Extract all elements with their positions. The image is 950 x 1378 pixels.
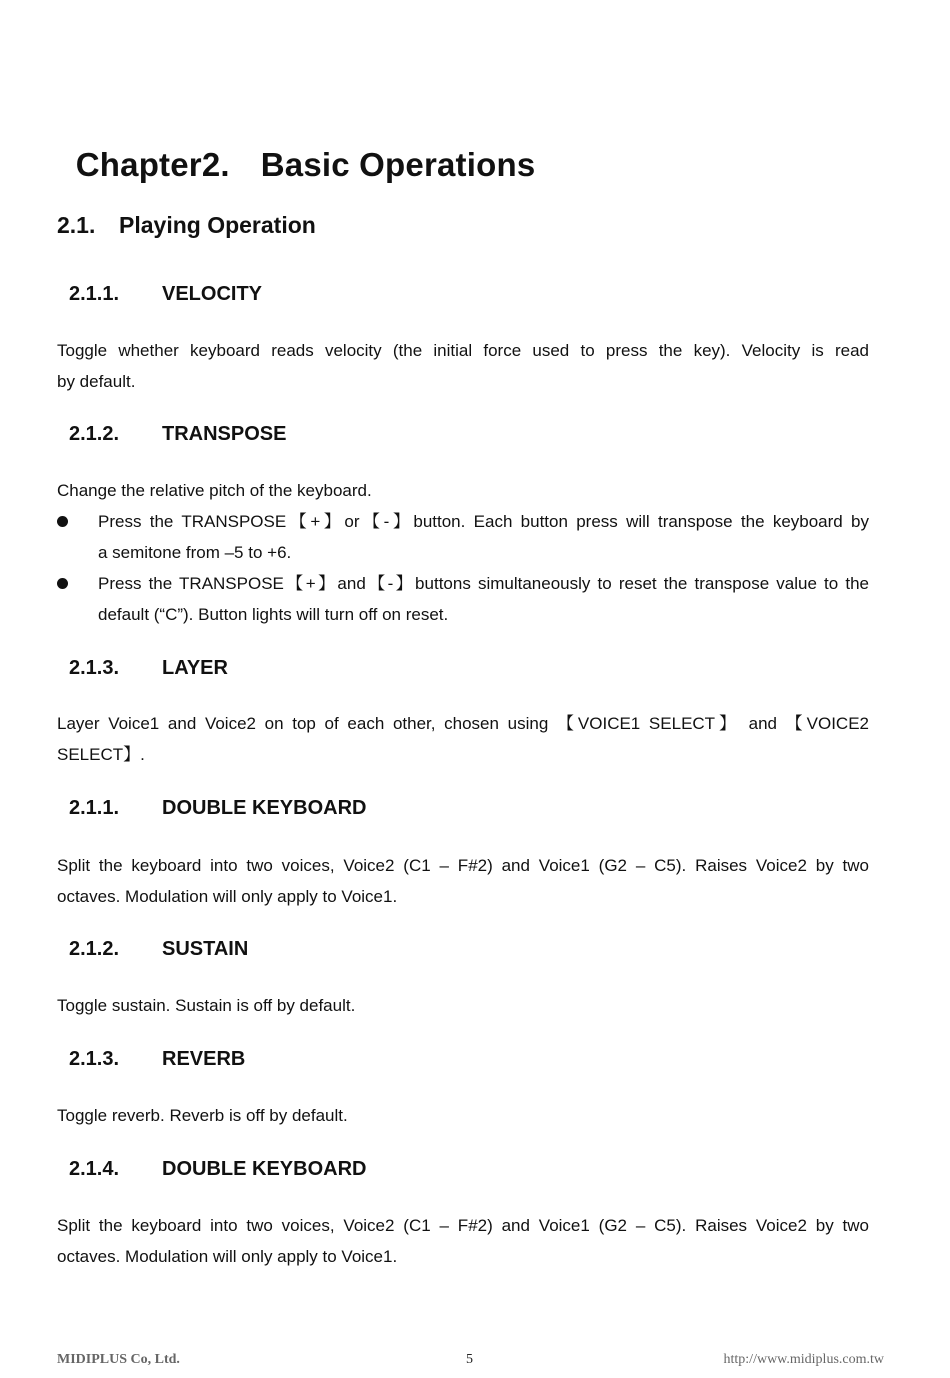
subsection-title: DOUBLE KEYBOARD [162,797,367,819]
paragraph-transpose [57,475,869,506]
subsection-number: 2.1.2. [69,938,120,960]
bullet-dot-icon [57,516,68,527]
footer-page-number: 5 [466,1352,473,1367]
bullet-line: Press the TRANSPOSE【+】and【-】buttons simultaneously to reset the transpose value to the [98,574,869,593]
paragraph-line: Change the relative pitch of the keyboard. [57,481,372,500]
section-title: Playing Operation [119,212,316,238]
subsection-number: 2.1.1. [69,283,120,305]
paragraph-velocity [57,335,869,397]
paragraph-line: Toggle reverb. Reverb is off by default. [57,1106,348,1125]
paragraph-layer [57,708,869,770]
bullet-dot-icon [57,578,68,589]
section-heading [57,212,316,239]
subsection-number: 2.1.3. [69,1048,120,1070]
paragraph-line: octaves. Modulation will only apply to Voice1. [57,887,398,906]
subsection-title: SUSTAIN [162,938,249,960]
subsection-number: 2.1.1. [69,797,120,819]
chapter-title: Basic Operations [260,146,536,183]
footer-url[interactable]: http://www.midiplus.com.tw [723,1352,884,1367]
bullet-line: default (“C”). Button lights will turn off on reset. [98,605,449,624]
subsection-title: TRANSPOSE [162,423,287,445]
subsection-heading-reverb [69,1048,245,1071]
subsection-number: 2.1.2. [69,423,120,445]
subsection-number: 2.1.3. [69,657,120,679]
subsection-title: REVERB [162,1048,246,1070]
chapter-heading [57,108,535,184]
subsection-heading-transpose [69,423,286,446]
paragraph-line: by default. [57,372,136,391]
chapter-number: Chapter2. [75,146,230,183]
paragraph-line: Split the keyboard into two voices, Voice2 (C1 – F#2) and Voice1 (G2 – C5). Raises Voice2 by two [57,1216,869,1235]
subsection-heading-double-keyboard-2 [69,1158,366,1181]
paragraph-reverb [57,1100,869,1131]
subsection-number: 2.1.4. [69,1158,120,1180]
paragraph-line: SELECT】. [57,745,145,764]
subsection-title: VELOCITY [162,283,263,305]
paragraph-sustain [57,990,869,1021]
footer-company: MIDIPLUS Co, Ltd. [57,1352,180,1367]
bullet-line: Press the TRANSPOSE【+】or【-】button. Each button press will transpose the keyboard by [98,512,869,531]
paragraph-double-keyboard-2 [57,1210,869,1272]
paragraph-double-keyboard [57,850,869,912]
bullet-line: a semitone from –5 to +6. [98,543,292,562]
subsection-heading-double-keyboard [69,797,366,820]
subsection-title: LAYER [162,657,228,679]
subsection-heading-sustain [69,938,248,961]
subsection-title: DOUBLE KEYBOARD [162,1158,367,1180]
section-number: 2.1. [57,212,96,238]
paragraph-line: Layer Voice1 and Voice2 on top of each other, chosen using 【VOICE1 SELECT】 and 【VOICE2 [57,714,869,733]
subsection-heading-velocity [69,283,262,306]
subsection-heading-layer [69,657,228,680]
paragraph-line: Split the keyboard into two voices, Voice2 (C1 – F#2) and Voice1 (G2 – C5). Raises Voice2 by two [57,856,869,875]
paragraph-line: Toggle sustain. Sustain is off by default. [57,996,356,1015]
paragraph-line: octaves. Modulation will only apply to Voice1. [57,1247,398,1266]
paragraph-line: Toggle whether keyboard reads velocity (the initial force used to press the key). Velocity is read [57,341,869,360]
